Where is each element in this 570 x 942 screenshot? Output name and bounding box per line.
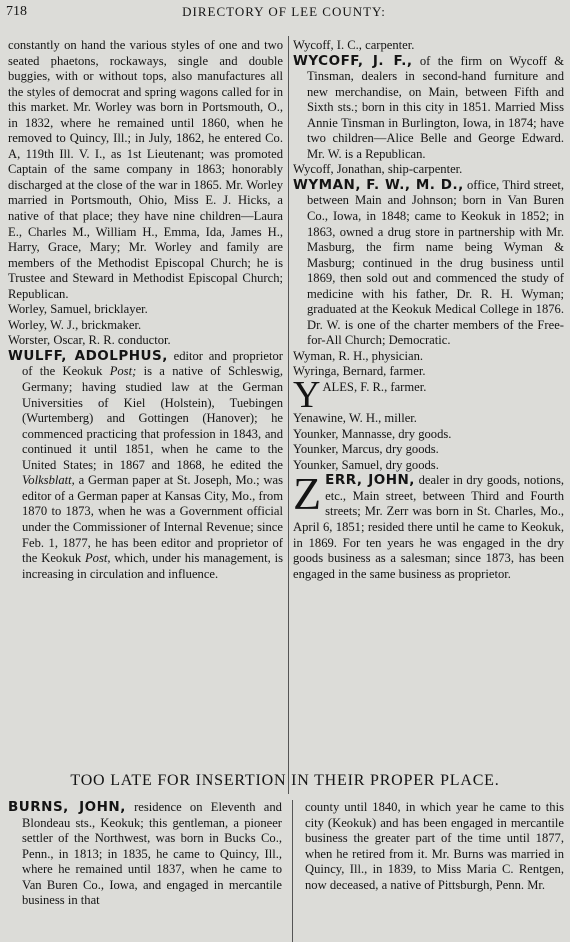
entry-zerr-john: ZERR, JOHN, dealer in dry goods, notions, etc., Main street, between Third and Fourth streets; Mr. Zerr was born in St. Charles, Mo., April 6, 1851; resided there until he came to Keokuk, in 1869. For ten years he was engaged in the dry goods business as a salesman; since 1873, has been engaged in the same business as proprietor.	[293, 468, 564, 581]
left-column	[8, 38, 283, 582]
entry-wycoff-jf: WYCOFF, J. F., of the firm on Wycoff & Tinsman, dealers in second-hand furniture and new merchandise, on Main, between Fifth and Sixth sts.; born in this city in 1851. Married Miss Annie Tinsman in Burlington, Iowa, in 1874; have two children—Alice Belle and George Edward. Mr. W. is a Republican.	[293, 52, 564, 161]
page-header	[6, 4, 562, 24]
entry-younker-marcus: Younker, Marcus, dry goods.	[293, 442, 439, 457]
entry-name: WYMAN, F. W., M. D.,	[293, 176, 464, 193]
section-title: TOO LATE FOR INSERTION IN THEIR PROPER PLACE.	[70, 772, 500, 789]
burns-entry-right	[305, 800, 564, 893]
entry-worley-samuel: Worley, Samuel, bricklayer.	[8, 302, 148, 317]
entry-younker-samuel: Younker, Samuel, dry goods.	[293, 457, 439, 472]
entry-name: BURNS, JOHN,	[8, 799, 126, 815]
entry-wyringa-bernard: Wyringa, Bernard, farmer.	[293, 364, 426, 379]
entry-name: ERR, JOHN,	[325, 472, 415, 489]
entry-burns-continuation: county until 1840, in which year he came to this city (Keokuk) and has been engaged in mercantile business the greater part of the time until 1877, when he retired from it. Mr. Burns was married in Quincy, Ill., in 1839, to Miss Maria C. Rentgen, now deceased, a native of Pittsburgh, Penn. Mr.	[305, 800, 564, 892]
entry-name: WULFF, ADOLPHUS,	[8, 347, 168, 364]
entry-worster-oscar: Worster, Oscar, R. R. conductor.	[8, 333, 171, 348]
entry-name: WYCOFF, J. F.,	[293, 52, 413, 69]
entry-wycoff-jonathan: Wycoff, Jonathan, ship-carpenter.	[293, 162, 463, 177]
entry-wyman-fw: WYMAN, F. W., M. D., office, Third street, between Main and Johnson; born in Van Buren Co., Iowa, in 1848; came to Keokuk in 1852; in 1863, owned a drug store in partnership with Mr. Masburg, the firm name being Wyman & Masburg; continued in the drug business until 1869, then sold out and commenced the study of medicine with his father, Dr. R. H. Wyman; graduated at the Keokuk Medical College in 1876. Dr. W. is one of the charter members of the Free-for-All Church; Democratic.	[293, 176, 564, 348]
running-title: DIRECTORY OF LEE COUNTY:	[182, 4, 386, 19]
entry-yales: YALES, F. R., farmer.	[293, 380, 427, 412]
worley-entry-continuation: constantly on hand the various styles of one and two seated phaetons, rockaways, single and double buggies, with or without tops, also manufactures all the styles of democrat and spring wagons called for in this market. Mr. Worley was born in Portsmouth, O., in 1832, where he remained until 1860, when he removed to Quincy, Ill.; in July, 1862, he entered Co. A, 119th Ill. V. I., as 1st Lieutenant; was promoted Captain of the same company in 1863; honorably discharged at the close of the war in 1865. Mr. Worley married in Portsmouth, Ohio, Miss E. J. Hicks, a native of that place; they have nine children—Laura E., Charles M., William H., Emma, Ida, James H., Harry, Grace, Mary; Mr. Worley and family are members of the Methodist Episcopal Church; he is Trustee and Steward in Methodist Episcopal Church; Republican.	[8, 38, 283, 301]
entry-yenawine: Yenawine, W. H., miller.	[293, 411, 417, 426]
entry-worley-wj: Worley, W. J., brickmaker.	[8, 317, 142, 332]
entry-wyman-rh: Wyman, R. H., physician.	[293, 348, 424, 363]
entry-wulff-adolphus: WULFF, ADOLPHUS, editor and proprietor of the Keokuk Post; is a native of Schleswig, Germany; having studied law at the German Universities of Kiel (Holstein), Tuebingen (Wurtemberg) and Gottingen (Hanover); he commenced practicing that profession in 1843, and continued it until 1851, when he came to the United States; in 1867 and 1868, he edited the Volksblatt, a German paper at St. Joseph, Mo.; was editor of a German paper at Kansas City, Mo., from 1870 to 1873, when he was a Government official under the Commissioner of Internal Revenue; since Feb. 1, 1877, he has been editor and proprietor of the Keokuk Post, which, under his management, is increasing in circulation and influence.	[8, 347, 283, 581]
entry-wycoff-ic: Wycoff, I. C., carpenter.	[293, 38, 415, 52]
drop-cap: Z	[293, 468, 322, 520]
column-divider	[292, 800, 293, 942]
page-number: 718	[6, 4, 27, 19]
entry-younker-mannasse: Younker, Mannasse, dry goods.	[293, 426, 452, 441]
burns-entry-left	[8, 800, 282, 909]
drop-cap: Y	[293, 380, 321, 412]
entry-burns-john: BURNS, JOHN, residence on Eleventh and Blondeau sts., Keokuk; this gentleman, a pioneer settler of the Northwest, was born in Bucks Co., Penn., in 1813; in 1835, he came to Quincy, Ill., where he remained until 1837, when he came to Van Buren Co., Iowa, and engaged in mercantile business in that	[8, 799, 282, 908]
column-divider	[288, 36, 289, 794]
right-column	[293, 38, 564, 582]
